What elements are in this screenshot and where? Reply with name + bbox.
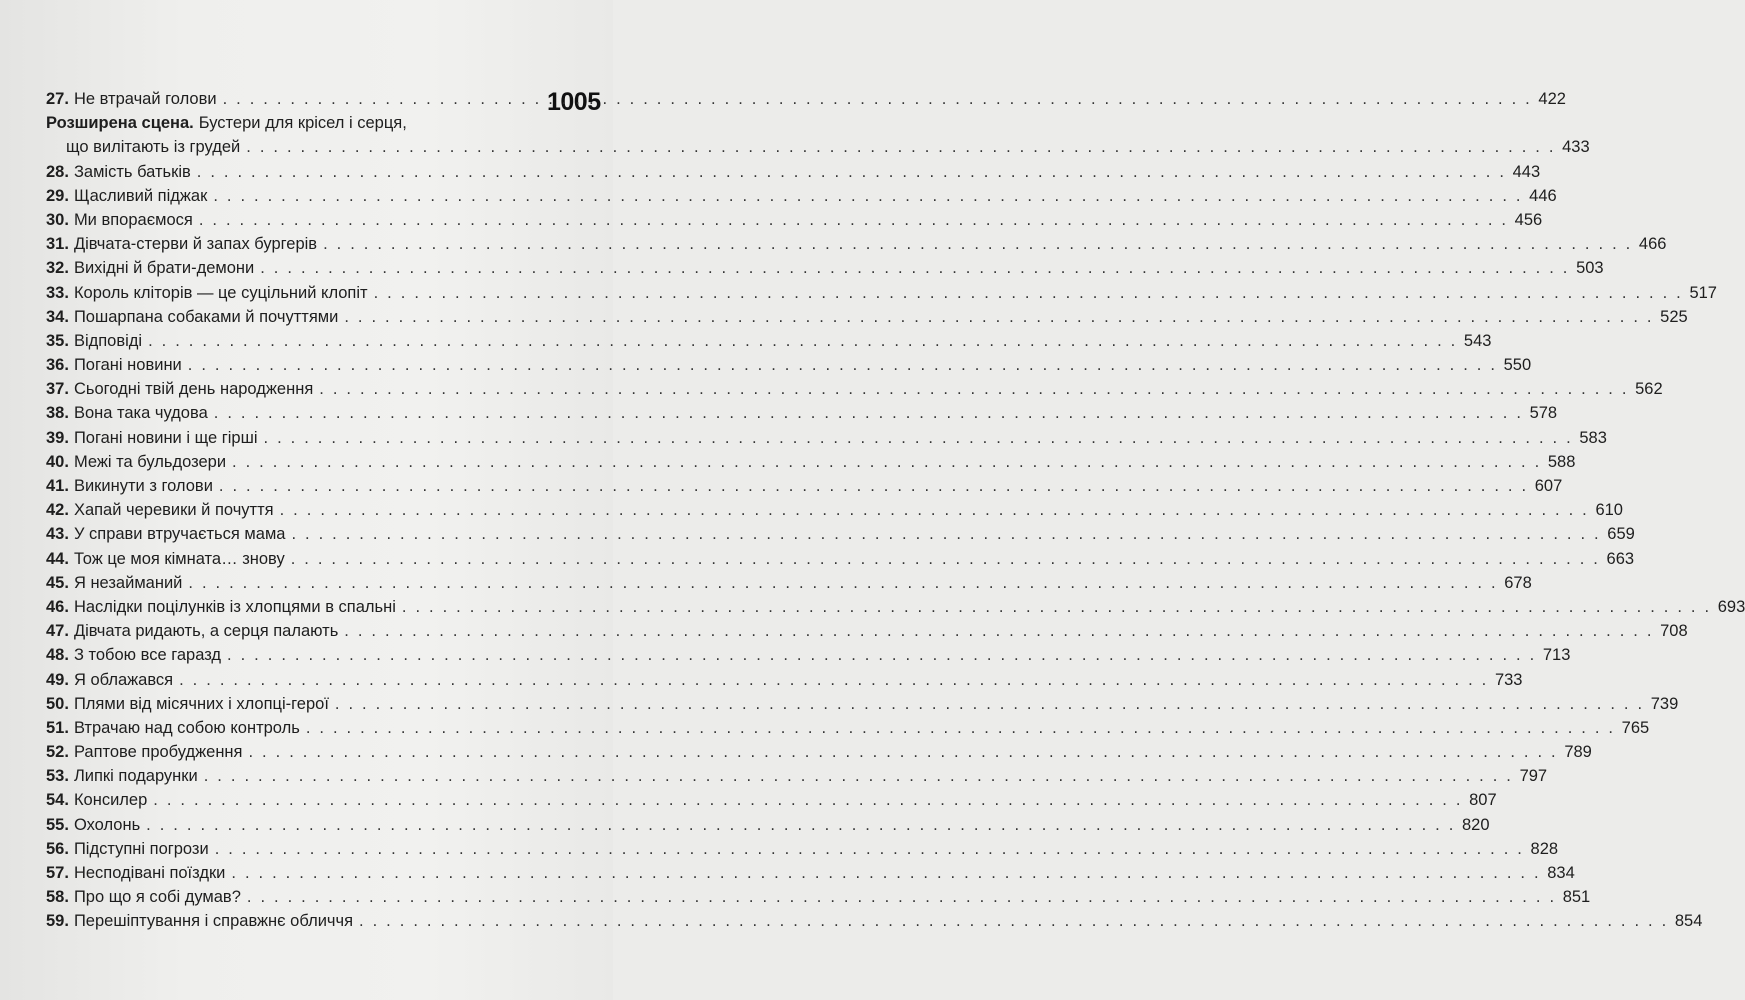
toc-entry — [46, 450, 1576, 474]
toc-entry — [46, 716, 1650, 740]
toc-entry — [46, 184, 1557, 208]
chapter-number: 48. — [46, 646, 69, 665]
toc-entry — [46, 329, 1492, 353]
dot-leader — [319, 377, 1628, 401]
toc-entry — [46, 813, 1490, 837]
dot-leader — [215, 837, 1524, 861]
chapter-number: 35. — [46, 331, 69, 350]
chapter-title: Консилер — [73, 791, 148, 810]
toc-entry — [46, 764, 1548, 788]
toc-entry — [46, 498, 1623, 522]
toc-entry — [46, 692, 1679, 716]
page-reference: 820 — [1462, 815, 1490, 834]
chapter-title: Охолонь — [73, 815, 141, 834]
chapter-title: Липкі подарунки — [73, 767, 198, 786]
page-reference: 765 — [1621, 718, 1650, 737]
chapter-title: Межі та бульдозери — [73, 452, 227, 471]
page-reference: 854 — [1674, 912, 1703, 931]
chapter-title: Наслідки поцілунків із хлопцями в спальні — [73, 597, 396, 616]
dot-leader — [359, 909, 1668, 933]
toc-entry — [46, 885, 1591, 909]
toc-entry — [46, 522, 1635, 546]
chapter-number: 28. — [46, 162, 69, 181]
chapter-number: 32. — [46, 259, 69, 278]
dot-leader — [247, 885, 1556, 909]
chapter-title: Тож це моя кімната… знову — [73, 549, 285, 568]
chapter-title: У справи втручається мама — [73, 525, 286, 544]
dot-leader — [323, 232, 1632, 256]
chapter-title: З тобою все гаразд — [73, 646, 222, 665]
page-reference: 739 — [1650, 694, 1679, 713]
page-reference: 789 — [1564, 743, 1592, 762]
chapter-number: 40. — [46, 452, 69, 471]
chapter-title: Ми впораємося — [73, 210, 193, 229]
chapter-number: 39. — [46, 428, 69, 447]
chapter-title: Погані новини і ще гірші — [73, 428, 258, 447]
dot-leader — [264, 426, 1573, 450]
toc-entry — [46, 160, 1541, 184]
dot-leader — [291, 522, 1600, 546]
dot-leader — [232, 450, 1541, 474]
toc-entry — [46, 668, 1523, 692]
dot-leader — [344, 305, 1653, 329]
page-reference: 828 — [1530, 839, 1559, 858]
toc-entry — [46, 547, 1635, 571]
chapter-number: 50. — [46, 694, 69, 713]
dot-leader — [214, 401, 1523, 425]
dot-leader — [280, 498, 1589, 522]
dot-leader — [204, 764, 1513, 788]
page-reference: 503 — [1576, 259, 1604, 278]
chapter-title: Втрачаю над собою контроль — [73, 718, 300, 737]
chapter-title: Викинути з голови — [73, 477, 213, 495]
chapter-title: Я облажався — [73, 670, 174, 689]
toc-entry — [46, 619, 1688, 643]
dot-leader — [188, 353, 1497, 377]
toc-entry — [46, 111, 540, 135]
chapter-number: 58. — [46, 888, 69, 907]
dot-leader — [402, 595, 1711, 619]
chapter-number: 31. — [46, 235, 69, 254]
chapter-title: Плями від місячних і хлопці-герої — [73, 694, 329, 713]
chapter-title: Перешіптування і справжнє обличчя — [73, 912, 354, 931]
dot-leader — [179, 668, 1488, 692]
page-reference: 562 — [1635, 380, 1663, 399]
chapter-number: 37. — [46, 380, 69, 399]
chapter-number: 51. — [46, 718, 69, 737]
chapter-number: 44. — [46, 549, 69, 568]
chapter-number: 38. — [46, 404, 69, 423]
dot-leader — [335, 692, 1644, 716]
page-reference: 663 — [1606, 549, 1635, 568]
chapter-number: 41. — [46, 477, 69, 495]
dot-leader — [227, 643, 1536, 667]
chapter-number: 49. — [46, 670, 69, 689]
chapter-number: 43. — [46, 525, 69, 544]
page-reference: 588 — [1547, 452, 1576, 471]
chapter-number: 33. — [46, 283, 69, 302]
page-reference: 607 — [1534, 477, 1563, 495]
page-reference: 543 — [1463, 331, 1492, 350]
page-reference: 659 — [1607, 525, 1635, 544]
chapter-title: Пошарпана собаками й почуттями — [73, 307, 339, 326]
dot-leader — [153, 788, 1462, 812]
chapter-title: Сьогодні твій день народження — [73, 380, 314, 399]
page-reference: 708 — [1660, 622, 1688, 641]
chapter-number: 55. — [46, 815, 69, 834]
page-number: 1005 — [547, 88, 601, 116]
dot-leader — [219, 474, 1528, 498]
chapter-title: Несподівані поїздки — [73, 864, 226, 882]
dot-leader — [248, 740, 1557, 764]
dot-leader — [146, 813, 1455, 837]
dot-leader — [260, 256, 1569, 280]
dot-leader — [306, 716, 1615, 740]
page-reference: 433 — [1562, 138, 1590, 157]
page-reference: 517 — [1689, 283, 1717, 302]
chapter-title: Я незайманий — [73, 573, 183, 592]
chapter-title: Раптове пробудження — [73, 743, 243, 762]
chapter-number: 57. — [46, 864, 69, 882]
toc-entry — [46, 788, 1497, 812]
chapter-number: 27. — [46, 90, 69, 108]
chapter-title: Вихідні й брати-демони — [73, 259, 255, 278]
dot-leader — [344, 619, 1653, 643]
section-label: Розширена сцена. — [46, 114, 194, 133]
page-reference: 466 — [1638, 235, 1667, 254]
chapter-title: Хапай черевики й почуття — [73, 501, 274, 520]
chapter-title: що вилітають із грудей — [66, 138, 241, 157]
dot-leader — [199, 208, 1508, 232]
dot-leader — [246, 135, 1555, 159]
toc-entry — [46, 305, 1688, 329]
toc-entry — [46, 135, 1590, 159]
toc-entry — [46, 353, 1532, 377]
dot-leader — [223, 87, 1532, 111]
toc-entry — [46, 837, 1559, 861]
toc-entry — [46, 595, 1745, 619]
dot-leader — [148, 329, 1457, 353]
page-reference: 851 — [1562, 888, 1591, 907]
chapter-number: 29. — [46, 186, 69, 205]
chapter-number: 56. — [46, 839, 69, 858]
chapter-title: Відповіді — [73, 331, 143, 350]
dot-leader — [213, 184, 1522, 208]
toc-entry — [46, 256, 1604, 280]
dot-leader — [197, 160, 1506, 184]
dot-leader — [231, 861, 1540, 885]
page-reference: 834 — [1547, 864, 1575, 882]
chapter-number: 42. — [46, 501, 69, 520]
chapter-title: Король кліторів — це суцільний клопіт — [73, 283, 368, 302]
toc-entry — [46, 571, 1532, 595]
toc-entry — [46, 377, 1663, 401]
page-reference: 678 — [1504, 573, 1532, 592]
toc-entry — [46, 401, 1558, 425]
page-reference: 713 — [1542, 646, 1571, 665]
page-reference: 446 — [1529, 186, 1557, 205]
toc-entry — [46, 208, 1543, 232]
page-reference: 733 — [1494, 670, 1523, 689]
chapter-number: 45. — [46, 573, 69, 592]
chapter-title: Дівчата ридають, а серця палають — [73, 622, 339, 641]
page-reference: 443 — [1512, 162, 1541, 181]
chapter-number: 47. — [46, 622, 69, 641]
toc-entry — [46, 281, 1717, 305]
dot-leader — [188, 571, 1497, 595]
chapter-title: Щасливий піджак — [73, 186, 208, 205]
toc-entry — [46, 861, 1575, 885]
page-reference: 456 — [1514, 210, 1543, 229]
toc-entry — [46, 474, 1563, 498]
page-reference: 797 — [1519, 767, 1548, 786]
chapter-title: Підступні погрози — [73, 839, 209, 858]
chapter-number: 46. — [46, 597, 69, 616]
chapter-title: Вона така чудова — [73, 404, 208, 423]
chapter-number: 34. — [46, 307, 69, 326]
page-reference: 525 — [1660, 307, 1688, 326]
page-reference: 807 — [1469, 791, 1497, 810]
toc-entry — [46, 909, 1703, 933]
chapter-number: 36. — [46, 356, 69, 375]
chapter-number: 52. — [46, 743, 69, 762]
toc-entry — [46, 740, 1592, 764]
dot-leader — [374, 281, 1683, 305]
page-reference: 693 — [1717, 597, 1745, 616]
toc-entry — [46, 643, 1571, 667]
page-reference: 578 — [1529, 404, 1558, 423]
chapter-title: Не втрачай голови — [73, 90, 217, 108]
page-reference: 422 — [1538, 90, 1566, 108]
toc-entry — [46, 232, 1667, 256]
chapter-number: 30. — [46, 210, 69, 229]
toc-entry — [46, 426, 1607, 450]
chapter-number: 59. — [46, 912, 69, 931]
chapter-title: Дівчата-стерви й запах бургерів — [73, 235, 318, 254]
chapter-number: 53. — [46, 767, 69, 786]
dot-leader — [291, 547, 1600, 571]
chapter-number: 54. — [46, 791, 69, 810]
chapter-title: Бустери для крісел і серця, — [198, 114, 407, 133]
chapter-title: Замість батьків — [73, 162, 191, 181]
page-reference: 610 — [1595, 501, 1623, 520]
page-reference: 550 — [1503, 356, 1532, 375]
page-reference: 583 — [1579, 428, 1607, 447]
chapter-title: Погані новини — [73, 356, 182, 375]
chapter-title: Про що я собі думав? — [73, 888, 241, 907]
